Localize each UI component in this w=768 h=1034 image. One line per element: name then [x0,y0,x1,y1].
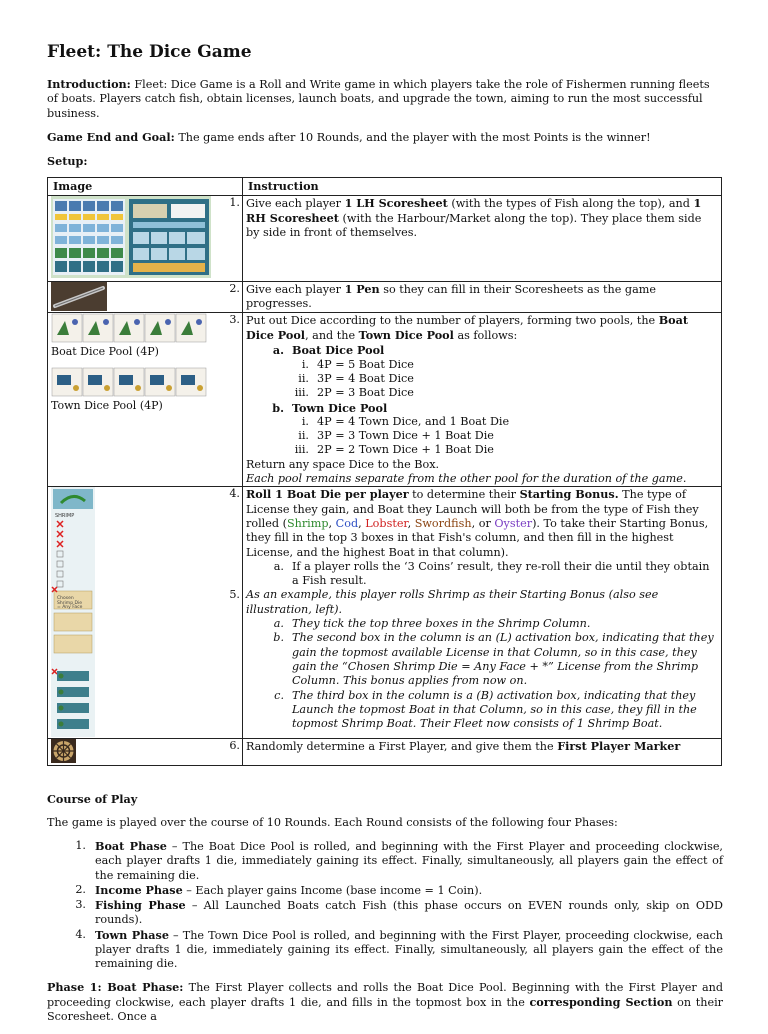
step-5-text: As an example, this player rolls Shrimp as their Starting Bonus (also see illustration, left). [246,588,659,616]
fish-sep-3: , [407,516,415,530]
step-6-text: Randomly determine a First Player, and give them the [246,740,558,754]
step-5c-number: c. [274,688,284,702]
setup-row-4 [48,487,722,739]
image-cell-1 [48,195,243,281]
step-4a-number: a. [273,559,284,573]
step-3b-ii [246,429,718,443]
goal-text: The game ends after 10 Rounds, and the player with the most Points is the winner! [174,130,651,144]
step-3b-iii [246,443,718,457]
step-3-bold-boat-pool: Boat Dice Pool [246,312,689,343]
step-3b-ii-number: ii. [298,429,309,443]
fish-sep-4: , or [471,516,495,530]
image-cell-6 [48,739,243,766]
step-3-number: 3. [229,312,240,326]
step-5a-number: a. [273,617,284,631]
step-1-bold-lh: 1 LH Scoresheet [344,195,448,210]
instruction-cell-6 [229,739,722,766]
scoresheets-image [51,196,211,278]
phase-1-detail-text-a: The First Player collects and rolls the Boat Dice Pool. Beginning with the First Player and proceeding clockwise, each player drafts 1 die, and fills in the topmost box in the [47,980,723,1009]
first-player-marker-image [51,739,76,763]
step-3b-number: b. [272,400,284,415]
phase-item-2 [75,882,723,898]
step-1 [229,195,718,241]
strip-line-1: Chosen [57,596,74,602]
step-4a-text: If a player rolls the ‘3 Coins’ result, they re-roll their die until they obtain a Fish result. [292,559,710,588]
phase-1-detail-text-b: on their Scoresheet. Once a [47,995,724,1024]
step-3b-i-number: i. [301,414,309,428]
step-3b-i-text: 4P = 4 Town Dice, and 1 Boat Die [317,414,510,428]
step-3a-number: a. [272,343,284,358]
step-3b-label: Town Dice Pool [292,400,388,415]
phase-1-detail [47,980,723,1025]
step-5c [246,689,718,732]
step-3-text-b: , and the [305,329,359,343]
phase-item-3 [75,898,723,928]
phase-3-text: – All Launched Boats catch Fish (this phase occurs on EVEN rounds only, skip on ODD rounds). [95,899,723,927]
step-5b-number: b. [273,631,284,645]
step-2-text-b: so they can fill in their Scoresheets as the game progresses. [246,282,656,311]
step-3b [246,401,718,415]
setup-row-2 [48,281,722,312]
boat-dice-image [51,313,209,343]
step-3b-ii-text: 3P = 3 Town Dice + 1 Boat Die [317,429,494,443]
step-3b-iii-number: iii. [294,443,309,457]
step-3a-ii [246,372,718,386]
fish-sep-2: , [358,516,366,530]
step-4-number: 4. [229,487,240,501]
fish-swordfish: Swordfish [414,516,472,530]
phase-list [47,839,723,972]
header-image: Image [48,178,243,195]
step-3-bold-town-pool: Town Dice Pool [358,328,454,343]
instruction-cell-2 [229,281,722,312]
phase-1-detail-bold: corresponding Section [529,994,673,1009]
step-1-number: 1. [229,195,240,209]
image-cell-3 [48,312,243,487]
pen-image [51,282,107,311]
step-3a-i-text: 4P = 5 Boat Dice [317,357,414,371]
table-header-row [48,178,722,195]
step-3-text-a: Put out Dice according to the number of players, forming two pools, the [246,313,659,327]
phase-2-number: 2. [75,882,86,896]
phase-item-1 [75,838,723,883]
step-3a-iii-number: iii. [294,386,309,400]
town-dice-image [51,367,209,397]
step-3a [246,343,718,357]
intro-text: Fleet: Dice Game is a Roll and Write game in which players take the role of Fishermen running fleets of boats. Players catch fish, obtain licenses, launch boats, and upgrade the town, aiming to run the most successful business. [47,78,710,120]
strip-header-text: SHRIMP [55,513,75,520]
shrimp-column-image [51,487,95,737]
fish-shrimp: Shrimp [286,516,329,530]
step-4-text-a: to determine their [408,488,520,502]
step-4 [229,487,718,559]
phase-3-number: 3. [75,898,86,912]
step-2-text-a: Give each player [246,282,345,296]
phase-4-text: – The Town Dice Pool is rolled, and beginning with the First Player, proceeding clockwise, each player drafts 1 die, immediately gaining its effect. Finally, simultaneously, all players gain the effect of the remaining die. [95,928,723,971]
goal-paragraph [47,130,723,145]
phase-4-number: 4. [75,927,86,941]
phase-1-label: Boat Phase [95,838,167,853]
step-2-number: 2. [229,281,240,295]
step-3 [229,312,718,344]
image-cell-2 [48,281,243,312]
strip-line-3: = Any Face [57,605,83,611]
step-3-return-text: Return any space Dice to the Box. [246,457,440,471]
step-3-text-c: as follows: [453,329,518,343]
instruction-cell-3 [229,312,722,487]
intro-label: Introduction: [47,77,131,91]
course-intro: The game is played over the course of 10 Rounds. Each Round consists of the following four Phases: [47,815,618,829]
step-5 [229,588,718,617]
step-5a-text: They tick the top three boxes in the Shrimp Column. [292,617,591,631]
fish-sep-1: , [328,516,336,530]
step-5-number: 5. [229,588,240,602]
step-3b-iii-text: 2P = 2 Town Dice + 1 Boat Die [317,443,494,457]
step-3a-i [246,358,718,372]
town-dice-caption: Town Dice Pool (4P) [51,399,163,413]
step-3a-iii-text: 2P = 3 Boat Dice [317,386,414,400]
step-1-text-a: Give each player [246,196,345,210]
phase-2-label: Income Phase [95,882,183,897]
step-1-bold-rh: 1 RH Scoresheet [246,195,702,226]
step-6 [229,739,718,754]
step-5c-text: The third box in the column is a (B) activation box, indicating that they Launch the topmost Boat in that Column, so in this case, they fill in the topmost Shrimp Boat. Their Fleet now consists of 1 Shrimp Boat. [292,688,697,731]
intro-paragraph [47,77,723,121]
step-5b-text: The second box in the column is an (L) activation box, indicating that they gain the topmost available License in that Column, so in this case, they gain the “Chosen Shrimp Die = Any Face + *” License from the Shrimp Column. This bonus applies from now on. [292,631,714,688]
step-4a [246,560,718,589]
phase-1-detail-label: Phase 1: Boat Phase: [47,979,184,994]
course-heading: Course of Play [47,792,138,807]
fish-cod: Cod [335,516,359,530]
step-6-number: 6. [229,739,240,753]
step-5a [246,617,718,631]
setup-row-3 [48,312,722,487]
header-instruction: Instruction [243,178,722,195]
step-3-italic-note: Each pool remains separate from the other pool for the duration of the game. [246,472,687,486]
setup-row-1 [48,195,722,281]
step-5b [246,631,718,688]
strip-line-2: Shrimp Die [57,601,82,607]
step-1-text-c: (with the Harbour/Market along the top). They place them side by side in front of themselves. [246,212,702,240]
phase-1-text: – The Boat Dice Pool is rolled, and beginning with the First Player and proceeding clockwise, each player drafts 1 die, immediately gaining its effect. Finally, simultaneously, all players gain the effect of the remaining die. [95,839,723,882]
phase-4-label: Town Phase [95,927,169,942]
step-3a-label: Boat Dice Pool [292,343,385,358]
image-cell-4 [48,487,243,739]
step-3a-ii-number: ii. [298,371,309,385]
step-4-text-b: The type of License they gain, and Boat they Launch will both be from the type of Fish they rolled ( [246,488,699,530]
fish-lobster: Lobster [365,516,408,530]
step-4-bold-bonus: Starting Bonus. [519,487,619,502]
fish-oyster: Oyster [494,516,533,530]
setup-table [47,177,722,766]
step-3b-i [246,415,718,429]
step-1-text-b: (with the types of Fish along the top), and [447,196,694,210]
phase-2-text: – Each player gains Income (base income = 1 Coin). [182,883,483,897]
phase-1-number: 1. [75,838,86,852]
step-6-bold-marker: First Player Marker [557,739,681,754]
step-3a-i-number: i. [301,357,309,371]
page-title: Fleet: The Dice Game [47,42,252,62]
step-2 [229,281,718,312]
step-3a-iii [246,386,718,400]
step-4-text-c: ). To take their Starting Bonus, they fill in the top 3 boxes in that Fish's column, and then fill in the highest License, and the highest Boat in that column). [246,516,709,559]
instruction-cell-4 [229,487,722,739]
step-2-bold-pen: 1 Pen [344,281,380,296]
setup-heading: Setup: [47,154,88,169]
instruction-cell-1 [229,195,722,281]
boat-dice-caption: Boat Dice Pool (4P) [51,344,159,358]
step-3a-ii-text: 3P = 4 Boat Dice [317,371,414,385]
setup-row-6 [48,739,722,766]
document [47,42,723,1034]
phase-item-4 [75,927,723,972]
step-4-bold-roll: Roll 1 Boat Die per player [246,487,409,502]
goal-label: Game End and Goal: [47,129,175,144]
phase-3-label: Fishing Phase [95,898,186,913]
